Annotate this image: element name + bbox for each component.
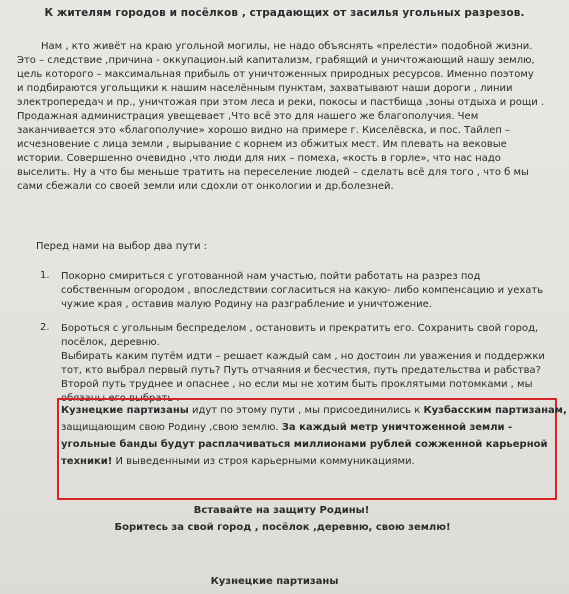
- document-title: К жителям городов и посёлков , страдающих от засилья угольных разрезов.: [44, 7, 525, 19]
- intro-line: истории. Совершенно очевидно ,что люди для них – помеха, «кость в горле», что нас надо: [17, 153, 501, 164]
- intro-line: Это – следствие ,причина - оккупацион.ый капитализм, грабящий и уничтожающий нашу землю,: [17, 55, 535, 66]
- highlight-line: Кузнецкие партизаны идут по этому пути , мы присоединились к Кузбасским партизанам,: [61, 405, 567, 416]
- list-item-1: [61, 270, 543, 312]
- choice-intro: Перед нами на выбор два пути :: [36, 241, 208, 252]
- list-item-line: Выбирать каким путём идти – решает каждый сам , но достоин ли уважения и поддержки: [61, 351, 545, 362]
- highlighted-passage: [61, 403, 567, 471]
- list-item-line: Бороться с угольным беспределом , остановить и прекратить его. Сохранить свой город,: [61, 323, 539, 334]
- list-item-2: [61, 322, 545, 406]
- list-number-1: 1.: [40, 270, 50, 281]
- intro-line: Нам , кто живёт на краю угольной могилы, не надо объяснять «прелести» подобной жизни.: [41, 41, 533, 52]
- highlight-line: угольные банды будут расплачиваться миллионами рублей сожженной карьерной: [61, 439, 548, 450]
- list-item-line: обязаны его выбрать .: [61, 393, 180, 404]
- intro-line: заканчивается это «благополучие» хорошо видно на примере г. Киселёвска, и пос. Тайлеп –: [17, 125, 511, 136]
- list-item-line: Второй путь труднее и опаснее , но если мы не хотим быть проклятыми потомками , мы: [61, 379, 533, 390]
- intro-line: и подбираются угольщики к нашим населённым пунктам, захватывают наши дороги , линии: [17, 83, 513, 94]
- intro-line: выселить. Ну а что бы меньше тратить на переселение людей – сделать всё для того , что б мы: [17, 167, 529, 178]
- list-item-line: Покорно смириться с уготованной нам участью, пойти работать на разрез под: [61, 271, 481, 282]
- intro-line: сами сбежали со своей земли или сдохли от онкологии и др.болезней.: [17, 181, 394, 192]
- intro-paragraph: [17, 40, 544, 194]
- highlight-line: защищающим свою Родину ,свою землю. За каждый метр уничтоженной земли -: [61, 422, 513, 433]
- call-to-action-2: Боритесь за свой город , посёлок ,деревню, свою землю!: [114, 522, 451, 533]
- intro-line: электропередач и пр., уничтожая при этом леса и реки, покосы и пастбища ,зоны отдыха и рощи .: [17, 97, 545, 108]
- list-item-line: чужие края , оставив малую Родину на разграбление и уничтожение.: [61, 299, 433, 310]
- list-number-2: 2.: [40, 322, 50, 333]
- list-item-line: тот, кто выбрал первый путь? Путь отчаяния и бесчестия, путь предательства и рабства?: [61, 365, 541, 376]
- list-item-line: собственным огородом , впоследствии согласиться на какую- либо компенсацию и уехать: [61, 285, 544, 296]
- intro-line: Продажная администрация увещевает ,Что всё это для нашего же благополучия. Чем: [17, 111, 479, 122]
- signature: Кузнецкие партизаны: [210, 576, 339, 587]
- highlight-line: техники! И выведенными из строя карьерными коммуникациями.: [61, 456, 415, 467]
- intro-line: исчезновение с лица земли , вырывание с корнем из обжитых мест. Им плевать на вековые: [17, 139, 507, 150]
- call-to-action-1: Вставайте на защиту Родины!: [193, 505, 370, 516]
- list-item-line: посёлок, деревню.: [61, 337, 160, 348]
- intro-line: цель которого – максимальная прибыль от уничтоженных природных ресурсов. Именно поэтому: [17, 69, 534, 80]
